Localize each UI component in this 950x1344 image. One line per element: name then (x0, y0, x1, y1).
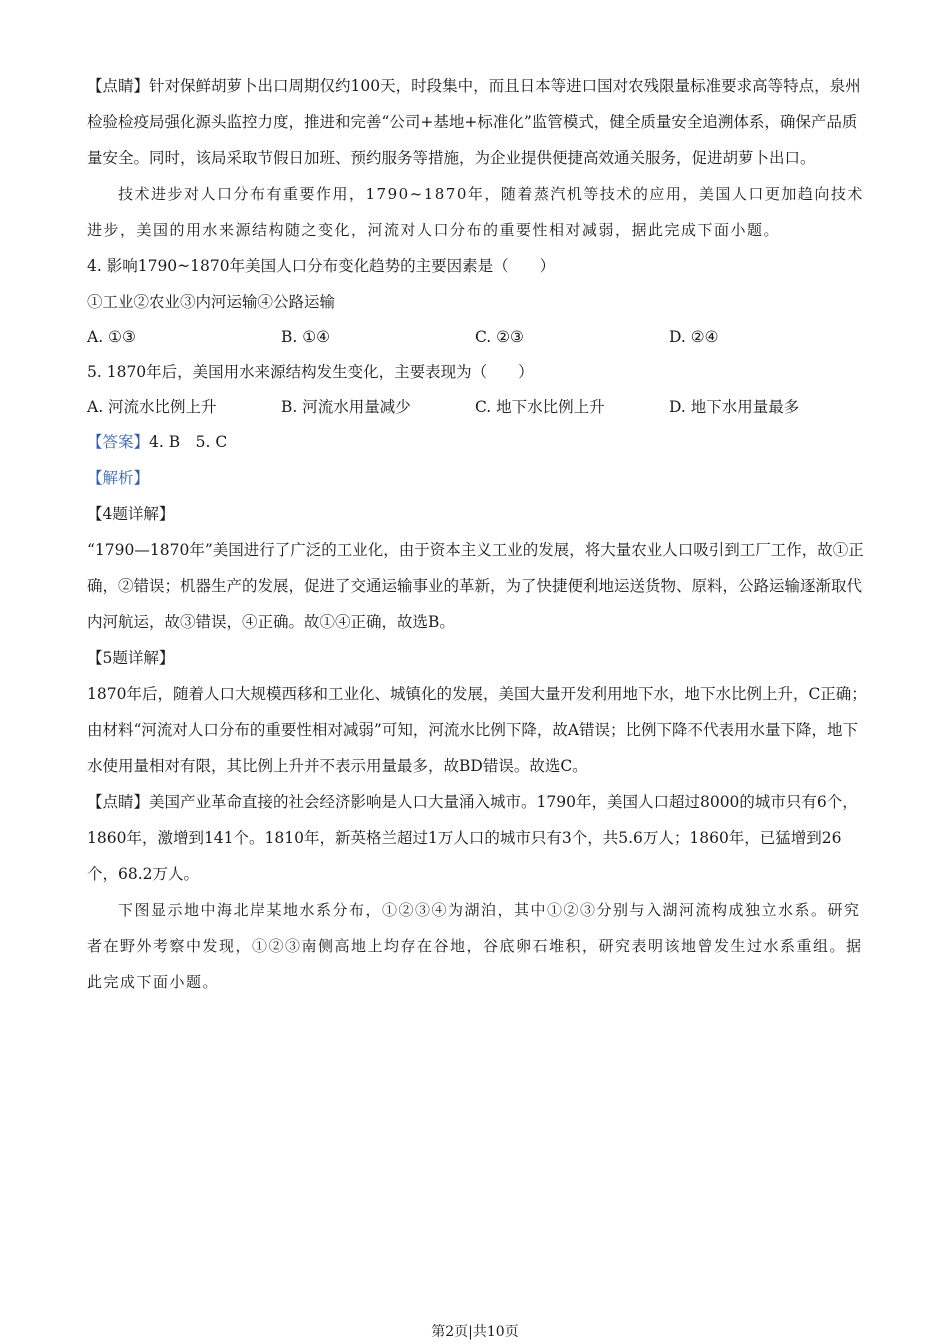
q4-detail-heading: 【4题详解】 (87, 505, 175, 523)
question-4-options (87, 320, 867, 354)
tip-text: 针对保鲜胡萝卜出口周期仅约100天，时段集中，而且日本等进口国对农残限量标准要求高等特点，泉州检验检疫局强化源头监控力度，推进和完善“公司+基地+标准化”监管模式，健全质量安全追溯体系，确保产品质量安全。同时，该局采取节假日加班、预约服务等措施，为企业提供便捷高效通关服务，促进胡萝卜出口。 (87, 77, 861, 167)
page-footer: 第2页|共10页 (431, 1324, 519, 1340)
option-c: C. ②③ (475, 328, 524, 346)
answer-text: 4. B 5. C (149, 433, 228, 451)
option-b: B. 河流水用量减少 (281, 398, 411, 416)
option-b: B. ①④ (281, 328, 331, 346)
question-4-stem: 4. 影响1790~1870年美国人口分布变化趋势的主要因素是（ ） (87, 257, 556, 275)
q5-detail-heading: 【5题详解】 (87, 649, 175, 667)
question-5-stem: 5. 1870年后，美国用水来源结构发生变化，主要表现为（ ） (87, 363, 534, 381)
option-d: D. 地下水用量最多 (669, 398, 800, 416)
material-paragraph-2: 下图显示地中海北岸某地水系分布，①②③④为湖泊，其中①②③分别与入湖河流构成独立水系。研究者在野外考察中发现，①②③南侧高地上均存在谷地，谷底卵石堆积，研究表明该地曾发生过水系重组。据此完成下面小题。 (87, 901, 863, 991)
answer-tag: 【答案】 (87, 433, 150, 451)
material-paragraph-1: 技术进步对人口分布有重要作用，1790~1870年，随着蒸汽机等技术的应用，美国人口更加趋向技术进步，美国的用水来源结构随之变化，河流对人口分布的重要性相对减弱，据此完成下面小题。 (87, 185, 864, 239)
question-5-options (87, 390, 867, 424)
answer-line (87, 424, 867, 460)
tip-paragraph-1 (87, 68, 867, 176)
question-4-items: ①工业②农业③内河运输④公路运输 (87, 293, 336, 311)
option-a: A. ①③ (87, 328, 136, 346)
tip-text: 美国产业革命直接的社会经济影响是人口大量涌入城市。1790年，美国人口超过8000的城市只有6个，1860年，激增到141个。1810年，新英格兰超过1万人口的城市只有3个，共5.6万人；1860年，已猛增到26个，68.2万人。 (87, 793, 858, 883)
tip-paragraph-2 (87, 784, 867, 892)
page-content (87, 68, 867, 1000)
option-a: A. 河流水比例上升 (87, 398, 217, 416)
tip-tag: 【点睛】 (87, 77, 150, 95)
q4-detail-text: “1790—1870年”美国进行了广泛的工业化，由于资本主义工业的发展，将大量农业人口吸引到工厂工作，故①正确，②错误；机器生产的发展，促进了交通运输事业的革新，为了快捷便利地运送货物、原料，公路运输逐渐取代内河航运，故③错误，④正确。故①④正确，故选B。 (87, 541, 864, 631)
analysis-tag: 【解析】 (87, 469, 150, 487)
option-d: D. ②④ (669, 328, 719, 346)
q5-detail-text: 1870年后，随着人口大规模西移和工业化、城镇化的发展，美国大量开发利用地下水，地下水比例上升，C正确；由材料“河流对人口分布的重要性相对减弱”可知，河流水比例下降，故A错误；比例下降不代表用水量下降，地下水使用量相对有限，其比例上升并不表示用量最多，故BD错误。故选C。 (87, 685, 867, 775)
option-c: C. 地下水比例上升 (475, 398, 605, 416)
tip-tag: 【点睛】 (87, 793, 150, 811)
